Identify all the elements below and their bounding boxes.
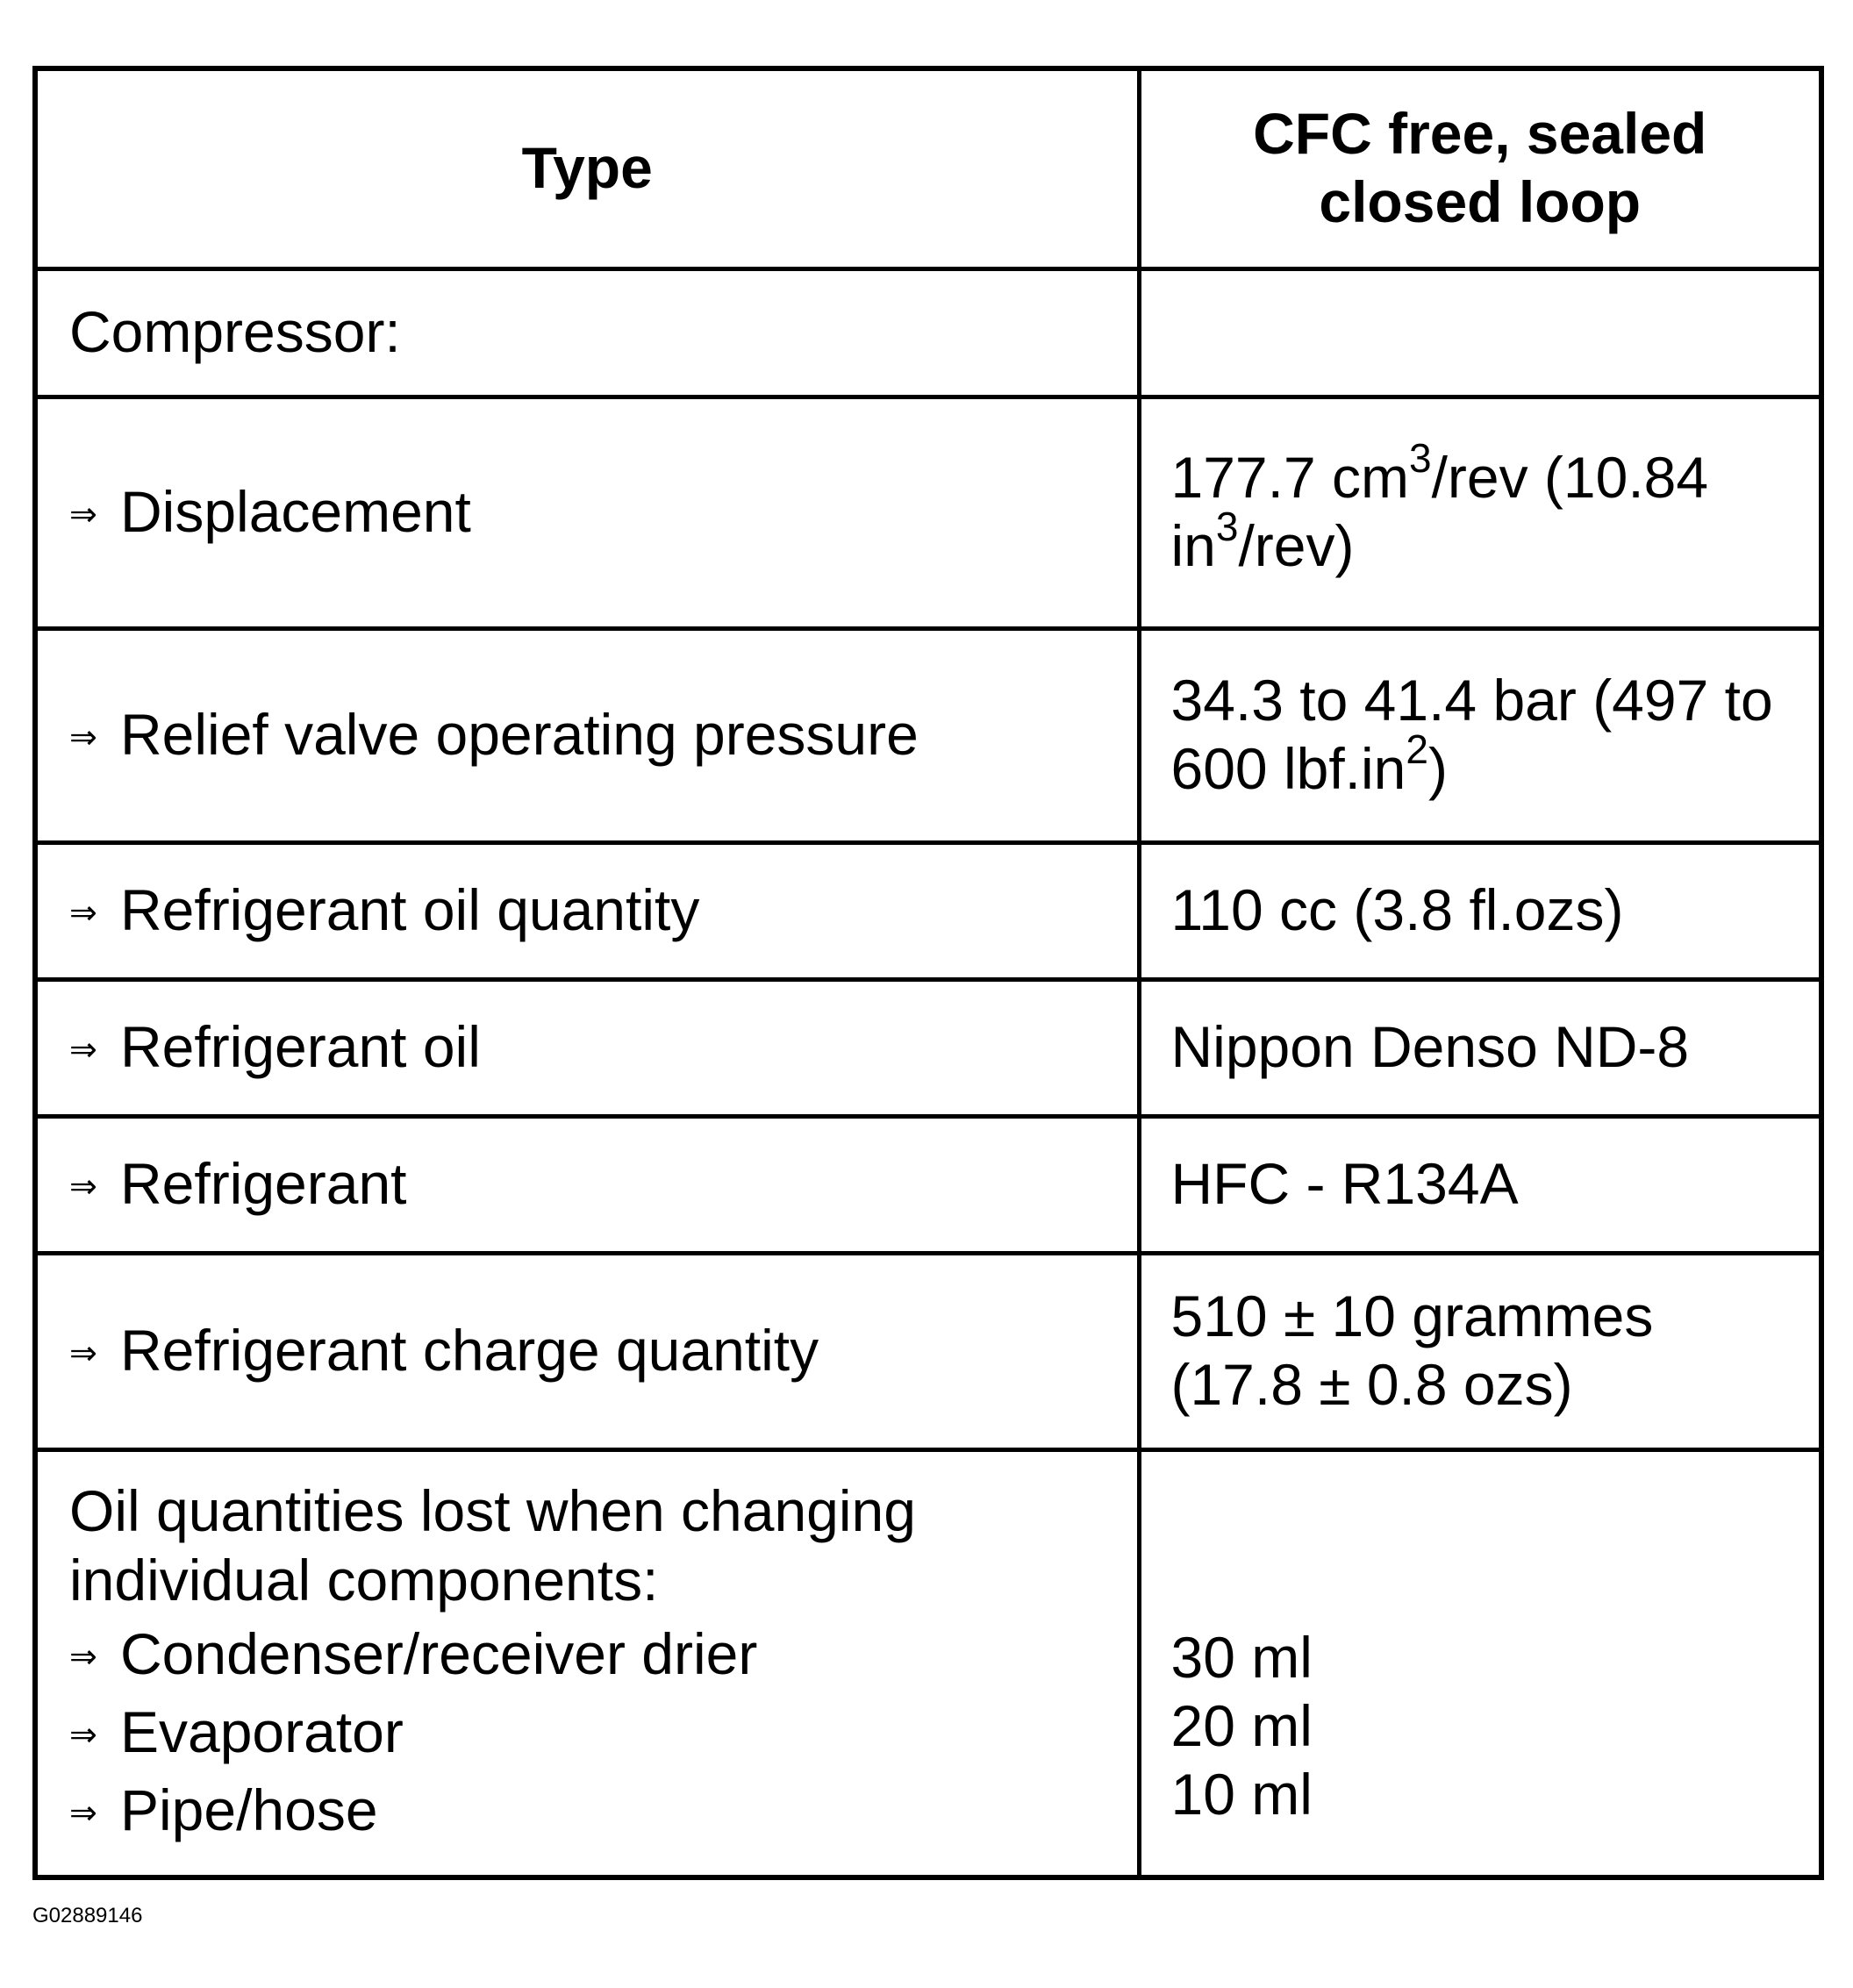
oil-quantity-value: 110 cc (3.8 fl.ozs) [1170, 877, 1624, 943]
displacement-value2-pre: in [1170, 513, 1216, 578]
header-type [35, 68, 1139, 268]
refrigerant-oil-label-cell [35, 979, 1139, 1116]
relief-valve-value-line2 [1170, 726, 1802, 804]
compressor-value-cell [1139, 268, 1821, 397]
oil-loss-value: 30 ml [1170, 1625, 1313, 1691]
oil-loss-heading-line2: individual components: [69, 1548, 659, 1613]
arrow-icon: ⇒ [69, 1793, 97, 1833]
oil-loss-value: 10 ml [1170, 1762, 1313, 1827]
refrigerant-label-cell [35, 1116, 1139, 1253]
charge-quantity-label: Refrigerant charge quantity [120, 1318, 819, 1384]
relief-valve-value-cell [1139, 628, 1821, 842]
relief-valve-value-post: ) [1427, 736, 1448, 801]
oil-quantity-label: Refrigerant oil quantity [120, 877, 700, 943]
displacement-value-pre: 177.7 cm [1170, 445, 1409, 511]
relief-valve-value-sup: 2 [1406, 726, 1428, 772]
charge-quantity-value-cell [1139, 1253, 1821, 1449]
refrigerant-value: HFC - R134A [1170, 1151, 1519, 1217]
displacement-value-cell [1139, 397, 1821, 628]
arrow-icon: ⇒ [69, 1637, 97, 1677]
table-row-refrigerant-oil [35, 979, 1821, 1116]
arrow-icon: ⇒ [69, 1715, 97, 1755]
oil-loss-label-cell [35, 1449, 1139, 1877]
relief-valve-label-cell [35, 628, 1139, 842]
oil-loss-item-label: Pipe/hose [120, 1777, 378, 1843]
displacement-value2-sup: 3 [1215, 504, 1239, 549]
refrigerant-oil-label: Refrigerant oil [120, 1014, 481, 1080]
relief-valve-value-pre: 600 lbf.in [1170, 736, 1406, 801]
charge-quantity-value-line1: 510 ± 10 grammes [1170, 1284, 1654, 1349]
refrigerant-oil-value: Nippon Denso ND-8 [1170, 1014, 1690, 1080]
oil-loss-item-label: Condenser/receiver drier [120, 1621, 758, 1687]
displacement-value2-post: /rev) [1238, 513, 1355, 578]
figure-code: G02889146 [32, 1904, 143, 1927]
list-item [69, 1615, 1137, 1693]
oil-loss-value: 20 ml [1170, 1693, 1313, 1759]
arrow-icon: ⇒ [69, 1030, 97, 1069]
table-row-charge-quantity [35, 1253, 1821, 1449]
compressor-row [35, 268, 1821, 397]
header-row [35, 68, 1821, 268]
table-row-oil-quantity [35, 842, 1821, 979]
header-type-label: Type [521, 135, 653, 201]
displacement-label-cell [35, 397, 1139, 628]
table-row-oil-loss [35, 1449, 1821, 1877]
charge-quantity-label-cell [35, 1253, 1139, 1449]
table-row-relief-valve [35, 628, 1821, 842]
displacement-value-line1 [1170, 435, 1802, 512]
compressor-label: Compressor: [69, 299, 401, 365]
refrigerant-value-cell [1139, 1116, 1821, 1253]
list-item [69, 1771, 1137, 1849]
oil-quantity-label-cell [35, 842, 1139, 979]
arrow-icon: ⇒ [69, 1167, 97, 1206]
header-system-line2: closed loop [1319, 169, 1642, 235]
displacement-value-post: /rev (10.84 [1431, 445, 1709, 511]
table-row-refrigerant [35, 1116, 1821, 1253]
oil-loss-items [69, 1615, 1137, 1849]
oil-loss-item-label: Evaporator [120, 1699, 404, 1765]
arrow-icon: ⇒ [69, 893, 97, 933]
arrow-icon: ⇒ [69, 718, 97, 757]
displacement-value-sup: 3 [1408, 435, 1432, 482]
compressor-label-cell [35, 268, 1139, 397]
specification-table [32, 66, 1824, 1880]
charge-quantity-value-line2: (17.8 ± 0.8 ozs) [1170, 1352, 1573, 1417]
table-row-displacement [35, 397, 1821, 628]
oil-loss-value-cell [1139, 1449, 1821, 1877]
header-system [1139, 68, 1821, 268]
arrow-icon: ⇒ [69, 1334, 97, 1373]
displacement-value-line2 [1170, 504, 1802, 581]
list-item [69, 1693, 1137, 1771]
refrigerant-label: Refrigerant [120, 1151, 407, 1217]
relief-valve-value-line1: 34.3 to 41.4 bar (497 to [1170, 668, 1773, 733]
oil-loss-heading [69, 1477, 1137, 1615]
oil-loss-heading-line1: Oil quantities lost when changing [69, 1477, 916, 1543]
refrigerant-oil-value-cell [1139, 979, 1821, 1116]
relief-valve-label: Relief valve operating pressure [120, 702, 919, 768]
oil-quantity-value-cell [1139, 842, 1821, 979]
displacement-label: Displacement [120, 479, 471, 545]
header-system-line1: CFC free, sealed [1253, 101, 1707, 167]
arrow-icon: ⇒ [69, 495, 97, 534]
